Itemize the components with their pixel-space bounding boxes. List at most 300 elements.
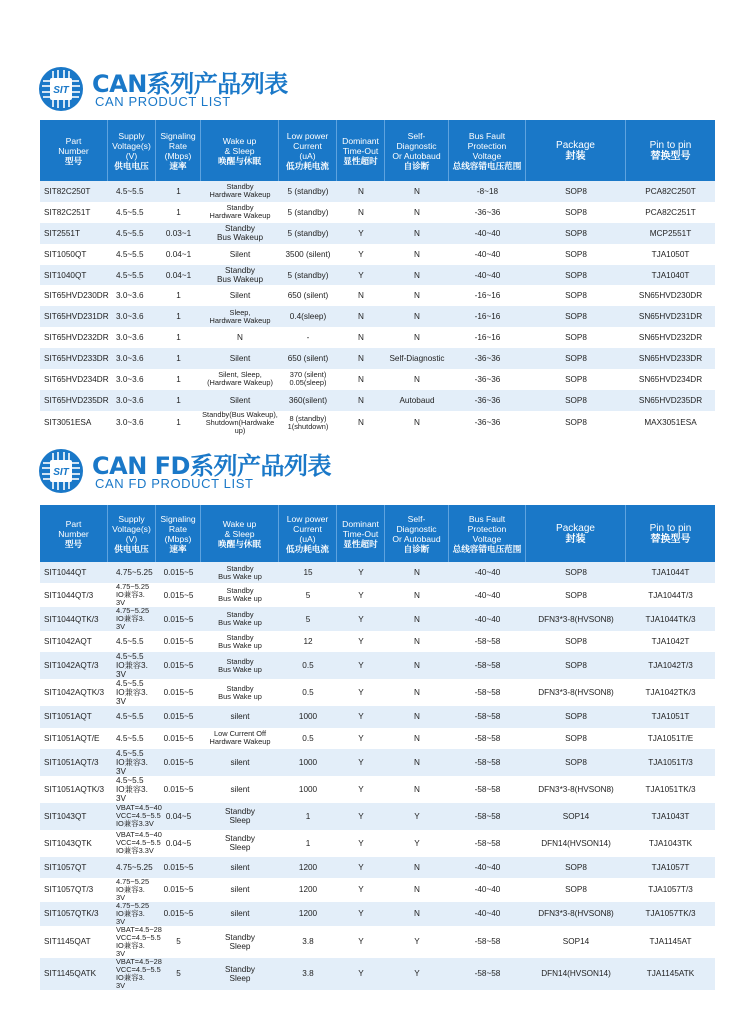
cell-bus-fault-voltage: -36~36 bbox=[449, 348, 526, 369]
cell-low-power-current: 1200 bbox=[279, 857, 337, 878]
column-header-label-zh: 总线容错电压范围 bbox=[452, 160, 522, 171]
cell-pin-to-pin: PCA82C250T bbox=[626, 181, 715, 202]
table-row bbox=[40, 776, 715, 803]
table-row bbox=[40, 348, 715, 369]
cell-signaling-rate: 0.04~1 bbox=[156, 244, 201, 265]
table-row bbox=[40, 562, 715, 583]
table-row bbox=[40, 285, 715, 306]
cell-low-power-current: 0.4(sleep) bbox=[279, 306, 337, 327]
cell-supply-voltage: 4.5~5.5 bbox=[108, 728, 156, 749]
column-header-label: Pin to pin bbox=[649, 139, 692, 151]
cell-self-diagnostic: N bbox=[385, 679, 449, 706]
cell-bus-fault-voltage: -58~58 bbox=[449, 652, 526, 679]
column-header-part-number bbox=[40, 120, 108, 181]
cell-self-diagnostic: N bbox=[385, 706, 449, 727]
cell-package: SOP8 bbox=[526, 728, 626, 749]
cell-signaling-rate: 0.03~1 bbox=[156, 223, 201, 244]
cell-wake-sleep: Standby Sleep bbox=[201, 958, 279, 990]
cell-signaling-rate: 0.015~5 bbox=[156, 857, 201, 878]
cell-supply-voltage: 4.5~5.5 IO兼容3. 3V bbox=[108, 749, 156, 776]
cell-dominant-timeout: N bbox=[337, 411, 385, 435]
cell-pin-to-pin: TJA1057T bbox=[626, 857, 715, 878]
cell-signaling-rate: 0.015~5 bbox=[156, 728, 201, 749]
cell-dominant-timeout: Y bbox=[337, 706, 385, 727]
cell-supply-voltage: 3.0~3.6 bbox=[108, 285, 156, 306]
cell-signaling-rate: 0.015~5 bbox=[156, 679, 201, 706]
cell-part-number: SIT65HVD235DR bbox=[40, 390, 108, 411]
cell-dominant-timeout: Y bbox=[337, 926, 385, 958]
column-header-self-diagnostic bbox=[385, 505, 449, 562]
cell-low-power-current: 5 (standby) bbox=[279, 265, 337, 286]
sit-chip-logo-icon bbox=[38, 448, 84, 494]
column-header-label-zh: 显性超时 bbox=[343, 155, 378, 166]
canfd-product-table bbox=[40, 505, 715, 990]
cell-signaling-rate: 0.015~5 bbox=[156, 902, 201, 926]
cell-pin-to-pin: SN65HVD235DR bbox=[626, 390, 715, 411]
cell-part-number: SIT1042AQT bbox=[40, 631, 108, 652]
table-row bbox=[40, 265, 715, 286]
cell-pin-to-pin: PCA82C251T bbox=[626, 202, 715, 223]
cell-self-diagnostic: N bbox=[385, 728, 449, 749]
cell-wake-sleep: Sleep, Hardware Wakeup bbox=[201, 306, 279, 327]
cell-supply-voltage: 3.0~3.6 bbox=[108, 306, 156, 327]
cell-bus-fault-voltage: -40~40 bbox=[449, 902, 526, 926]
column-header-dominant-timeout bbox=[337, 120, 385, 181]
cell-self-diagnostic: N bbox=[385, 202, 449, 223]
cell-part-number: SIT1044QT/3 bbox=[40, 583, 108, 607]
cell-self-diagnostic: N bbox=[385, 749, 449, 776]
cell-dominant-timeout: N bbox=[337, 327, 385, 348]
cell-wake-sleep: Low Current Off Hardware Wakeup bbox=[201, 728, 279, 749]
cell-bus-fault-voltage: -58~58 bbox=[449, 728, 526, 749]
cell-low-power-current: 3.8 bbox=[279, 958, 337, 990]
cell-wake-sleep: silent bbox=[201, 857, 279, 878]
cell-low-power-current: 12 bbox=[279, 631, 337, 652]
cell-signaling-rate: 1 bbox=[156, 202, 201, 223]
cell-part-number: SIT1051AQT/3 bbox=[40, 749, 108, 776]
cell-bus-fault-voltage: -36~36 bbox=[449, 411, 526, 435]
cell-dominant-timeout: Y bbox=[337, 244, 385, 265]
cell-part-number: SIT65HVD230DR bbox=[40, 285, 108, 306]
cell-supply-voltage: 4.75~5.25 IO兼容3. 3V bbox=[108, 878, 156, 902]
cell-low-power-current: 1 bbox=[279, 803, 337, 830]
cell-part-number: SIT1050QT bbox=[40, 244, 108, 265]
cell-low-power-current: 0.5 bbox=[279, 652, 337, 679]
cell-dominant-timeout: Y bbox=[337, 803, 385, 830]
cell-package: SOP8 bbox=[526, 411, 626, 435]
column-header-label-zh: 总线容错电压范围 bbox=[452, 543, 522, 554]
column-header-wake-sleep bbox=[201, 120, 279, 181]
column-header-label-zh: 低功耗电流 bbox=[286, 160, 329, 171]
cell-low-power-current: 1000 bbox=[279, 706, 337, 727]
cell-self-diagnostic: N bbox=[385, 223, 449, 244]
cell-wake-sleep: silent bbox=[201, 902, 279, 926]
cell-wake-sleep: Standby(Bus Wakeup), Shutdown(Hardwake up) bbox=[202, 409, 278, 435]
cell-self-diagnostic: N bbox=[385, 411, 449, 435]
cell-bus-fault-voltage: -16~16 bbox=[449, 285, 526, 306]
cell-supply-voltage: VBAT=4.5~40 VCC=4.5~5.5 IO兼容3.3V bbox=[108, 830, 156, 857]
column-header-low-power-current bbox=[279, 505, 337, 562]
cell-part-number: SIT1040QT bbox=[40, 265, 108, 286]
cell-self-diagnostic: Y bbox=[385, 958, 449, 990]
cell-signaling-rate: 1 bbox=[156, 348, 201, 369]
column-header-dominant-timeout bbox=[337, 505, 385, 562]
cell-part-number: SIT1043QT bbox=[40, 803, 108, 830]
cell-dominant-timeout: Y bbox=[337, 652, 385, 679]
cell-low-power-current: 360(silent) bbox=[279, 390, 337, 411]
cell-package: SOP8 bbox=[526, 348, 626, 369]
column-header-package bbox=[526, 120, 626, 181]
cell-package: SOP8 bbox=[526, 749, 626, 776]
cell-dominant-timeout: N bbox=[337, 348, 385, 369]
cell-part-number: SIT65HVD233DR bbox=[40, 348, 108, 369]
cell-supply-voltage: 4.5~5.5 bbox=[108, 223, 156, 244]
cell-self-diagnostic: N bbox=[385, 776, 449, 803]
cell-pin-to-pin: SN65HVD234DR bbox=[626, 369, 715, 390]
cell-wake-sleep: Standby Bus Wake up bbox=[201, 562, 279, 583]
cell-self-diagnostic: N bbox=[385, 583, 449, 607]
cell-bus-fault-voltage: -16~16 bbox=[449, 327, 526, 348]
cell-package: DFN14(HVSON14) bbox=[526, 958, 626, 990]
column-header-label-zh: 速率 bbox=[169, 160, 187, 171]
cell-bus-fault-voltage: -58~58 bbox=[449, 958, 526, 990]
cell-self-diagnostic: N bbox=[385, 306, 449, 327]
cell-package: SOP8 bbox=[526, 327, 626, 348]
cell-wake-sleep: Silent bbox=[201, 390, 279, 411]
cell-dominant-timeout: Y bbox=[337, 679, 385, 706]
cell-bus-fault-voltage: -40~40 bbox=[449, 607, 526, 631]
cell-package: SOP8 bbox=[526, 285, 626, 306]
cell-pin-to-pin: TJA1057T/3 bbox=[626, 878, 715, 902]
cell-supply-voltage: VBAT=4.5~40 VCC=4.5~5.5 IO兼容3.3V bbox=[108, 803, 156, 830]
column-header-label-zh: 低功耗电流 bbox=[286, 543, 329, 554]
cell-low-power-current: 1200 bbox=[279, 902, 337, 926]
cell-bus-fault-voltage: -58~58 bbox=[449, 706, 526, 727]
cell-pin-to-pin: TJA1145AT bbox=[626, 926, 715, 958]
cell-low-power-current: 1000 bbox=[279, 776, 337, 803]
cell-bus-fault-voltage: -40~40 bbox=[449, 583, 526, 607]
table-row bbox=[40, 181, 715, 202]
column-header-label: Self- Diagnostic Or Autobaud bbox=[392, 130, 441, 161]
cell-low-power-current: 5 bbox=[279, 607, 337, 631]
cell-pin-to-pin: TJA1040T bbox=[626, 265, 715, 286]
cell-pin-to-pin: TJA1051T/3 bbox=[626, 749, 715, 776]
column-header-label-zh: 速率 bbox=[169, 543, 187, 554]
cell-package: SOP8 bbox=[526, 706, 626, 727]
cell-self-diagnostic: Self-Diagnostic bbox=[385, 348, 449, 369]
cell-package: SOP14 bbox=[526, 926, 626, 958]
cell-signaling-rate: 0.04~1 bbox=[156, 265, 201, 286]
cell-signaling-rate: 0.015~5 bbox=[156, 776, 201, 803]
column-header-label-zh: 供电电压 bbox=[114, 543, 149, 554]
cell-wake-sleep: Standby Bus Wake up bbox=[201, 631, 279, 652]
cell-supply-voltage: 4.75~5.25 IO兼容3. 3V bbox=[108, 583, 156, 607]
cell-part-number: SIT1043QTK bbox=[40, 830, 108, 857]
column-header-self-diagnostic bbox=[385, 120, 449, 181]
cell-low-power-current: 1000 bbox=[279, 749, 337, 776]
cell-low-power-current: 5 (standby) bbox=[279, 202, 337, 223]
cell-supply-voltage: 4.5~5.5 bbox=[108, 202, 156, 223]
column-header-label-zh: 自诊断 bbox=[403, 543, 430, 554]
table-row bbox=[40, 202, 715, 223]
cell-signaling-rate: 0.015~5 bbox=[156, 706, 201, 727]
cell-low-power-current: 650 (silent) bbox=[279, 285, 337, 306]
cell-signaling-rate: 1 bbox=[156, 181, 201, 202]
column-header-label-zh: 替换型号 bbox=[650, 533, 691, 545]
cell-package: SOP8 bbox=[526, 306, 626, 327]
cell-bus-fault-voltage: -58~58 bbox=[449, 631, 526, 652]
cell-package: SOP8 bbox=[526, 181, 626, 202]
column-header-label-zh: 唤醒与休眠 bbox=[218, 155, 261, 166]
cell-bus-fault-voltage: -40~40 bbox=[449, 223, 526, 244]
cell-signaling-rate: 1 bbox=[156, 411, 201, 435]
cell-wake-sleep: Standby Hardware Wakeup bbox=[201, 202, 279, 223]
cell-wake-sleep: silent bbox=[201, 706, 279, 727]
column-header-signaling-rate bbox=[156, 120, 201, 181]
cell-signaling-rate: 0.015~5 bbox=[156, 607, 201, 631]
cell-dominant-timeout: Y bbox=[337, 728, 385, 749]
cell-dominant-timeout: Y bbox=[337, 265, 385, 286]
cell-wake-sleep: silent bbox=[201, 749, 279, 776]
cell-signaling-rate: 0.04~5 bbox=[156, 830, 201, 857]
cell-part-number: SIT1051AQT bbox=[40, 706, 108, 727]
column-header-label: Wake up & Sleep bbox=[222, 518, 257, 539]
cell-package: SOP8 bbox=[526, 369, 626, 390]
cell-wake-sleep: Standby Bus Wake up bbox=[201, 679, 279, 706]
cell-bus-fault-voltage: -40~40 bbox=[449, 244, 526, 265]
cell-bus-fault-voltage: -36~36 bbox=[449, 390, 526, 411]
column-header-label: Pin to pin bbox=[649, 522, 692, 534]
cell-pin-to-pin: TJA1042T bbox=[626, 631, 715, 652]
cell-self-diagnostic: N bbox=[385, 652, 449, 679]
table-row bbox=[40, 411, 715, 435]
cell-self-diagnostic: N bbox=[385, 607, 449, 631]
cell-wake-sleep: Silent bbox=[201, 285, 279, 306]
table-row bbox=[40, 223, 715, 244]
table-row bbox=[40, 878, 715, 902]
cell-package: SOP8 bbox=[526, 583, 626, 607]
column-header-label: Low power Current (uA) bbox=[286, 513, 329, 544]
cell-dominant-timeout: N bbox=[337, 390, 385, 411]
cell-signaling-rate: 1 bbox=[156, 327, 201, 348]
column-header-label: Part Number bbox=[58, 135, 89, 156]
column-header-package bbox=[526, 505, 626, 562]
cell-dominant-timeout: Y bbox=[337, 830, 385, 857]
column-header-pin-to-pin bbox=[626, 120, 715, 181]
cell-pin-to-pin: TJA1043T bbox=[626, 803, 715, 830]
cell-package: SOP8 bbox=[526, 202, 626, 223]
cell-supply-voltage: 3.0~3.6 bbox=[108, 327, 156, 348]
cell-wake-sleep: Standby Bus Wake up bbox=[201, 583, 279, 607]
cell-dominant-timeout: N bbox=[337, 202, 385, 223]
column-header-label-zh: 封装 bbox=[565, 533, 586, 545]
cell-supply-voltage: 3.0~3.6 bbox=[108, 348, 156, 369]
table-row bbox=[40, 857, 715, 878]
column-header-signaling-rate bbox=[156, 505, 201, 562]
column-header-label: Supply Voltage(s) (V) bbox=[112, 130, 151, 161]
cell-supply-voltage: 4.5~5.5 bbox=[108, 181, 156, 202]
table-row bbox=[40, 958, 715, 990]
cell-signaling-rate: 0.015~5 bbox=[156, 562, 201, 583]
cell-bus-fault-voltage: -58~58 bbox=[449, 776, 526, 803]
cell-pin-to-pin: TJA1051T bbox=[626, 706, 715, 727]
cell-wake-sleep: Standby Hardware Wakeup bbox=[201, 181, 279, 202]
cell-part-number: SIT1057QT/3 bbox=[40, 878, 108, 902]
cell-dominant-timeout: Y bbox=[337, 583, 385, 607]
cell-package: DFN3*3-8(HVSON8) bbox=[526, 776, 626, 803]
cell-signaling-rate: 1 bbox=[156, 390, 201, 411]
cell-package: SOP8 bbox=[526, 857, 626, 878]
column-header-low-power-current bbox=[279, 120, 337, 181]
cell-supply-voltage: 4.5~5.5 bbox=[108, 631, 156, 652]
cell-low-power-current: 5 (standby) bbox=[279, 181, 337, 202]
cell-bus-fault-voltage: -40~40 bbox=[449, 878, 526, 902]
cell-low-power-current: 5 bbox=[279, 583, 337, 607]
column-header-label: Low power Current (uA) bbox=[286, 130, 329, 161]
cell-self-diagnostic: N bbox=[385, 369, 449, 390]
column-header-label-zh: 型号 bbox=[64, 155, 83, 166]
canfd-table-header-row bbox=[40, 505, 715, 562]
cell-package: SOP8 bbox=[526, 631, 626, 652]
cell-part-number: SIT1145QAT bbox=[40, 926, 108, 958]
cell-pin-to-pin: TJA1057TK/3 bbox=[626, 902, 715, 926]
cell-supply-voltage: 4.75~5.25 IO兼容3. 3V bbox=[108, 902, 156, 926]
cell-bus-fault-voltage: -40~40 bbox=[449, 265, 526, 286]
can-section-title: CAN系列产品列表 bbox=[92, 70, 288, 98]
table-row bbox=[40, 583, 715, 607]
column-header-label: Package bbox=[556, 522, 595, 534]
table-row bbox=[40, 679, 715, 706]
cell-dominant-timeout: N bbox=[337, 285, 385, 306]
cell-signaling-rate: 0.015~5 bbox=[156, 749, 201, 776]
cell-package: SOP8 bbox=[526, 652, 626, 679]
cell-wake-sleep: Standby Bus Wake up bbox=[201, 607, 279, 631]
table-row bbox=[40, 830, 715, 857]
cell-self-diagnostic: N bbox=[385, 244, 449, 265]
cell-supply-voltage: VBAT=4.5~28 VCC=4.5~5.5 IO兼容3. 3V bbox=[108, 958, 156, 990]
cell-supply-voltage: 3.0~3.6 bbox=[108, 369, 156, 390]
cell-signaling-rate: 1 bbox=[156, 285, 201, 306]
cell-wake-sleep: Standby Sleep bbox=[201, 926, 279, 958]
cell-supply-voltage: 4.5~5.5 IO兼容3. 3V bbox=[108, 776, 156, 803]
table-row bbox=[40, 244, 715, 265]
cell-self-diagnostic: N bbox=[385, 631, 449, 652]
table-row bbox=[40, 607, 715, 631]
cell-signaling-rate: 0.04~5 bbox=[156, 803, 201, 830]
column-header-label: Dominant Time-Out bbox=[342, 135, 379, 156]
sit-chip-logo-icon bbox=[38, 66, 84, 112]
cell-part-number: SIT82C250T bbox=[40, 181, 108, 202]
can-product-table bbox=[40, 120, 715, 435]
table-row bbox=[40, 803, 715, 830]
cell-pin-to-pin: SN65HVD230DR bbox=[626, 285, 715, 306]
cell-bus-fault-voltage: -36~36 bbox=[449, 202, 526, 223]
cell-signaling-rate: 5 bbox=[156, 958, 201, 990]
cell-supply-voltage: 4.75~5.25 bbox=[108, 562, 156, 583]
cell-dominant-timeout: Y bbox=[337, 958, 385, 990]
cell-bus-fault-voltage: -58~58 bbox=[449, 679, 526, 706]
cell-package: SOP8 bbox=[526, 265, 626, 286]
cell-bus-fault-voltage: -40~40 bbox=[449, 857, 526, 878]
cell-package: SOP14 bbox=[526, 803, 626, 830]
table-row bbox=[40, 390, 715, 411]
cell-bus-fault-voltage: -16~16 bbox=[449, 306, 526, 327]
cell-signaling-rate: 0.015~5 bbox=[156, 878, 201, 902]
cell-package: SOP8 bbox=[526, 878, 626, 902]
cell-dominant-timeout: Y bbox=[337, 749, 385, 776]
cell-bus-fault-voltage: -58~58 bbox=[449, 749, 526, 776]
cell-wake-sleep: silent bbox=[201, 776, 279, 803]
cell-pin-to-pin: SN65HVD233DR bbox=[626, 348, 715, 369]
cell-low-power-current: 5 (standby) bbox=[279, 223, 337, 244]
cell-signaling-rate: 5 bbox=[156, 926, 201, 958]
cell-supply-voltage: 4.5~5.5 IO兼容3. 3V bbox=[108, 652, 156, 679]
table-row bbox=[40, 706, 715, 727]
can-table-header-row bbox=[40, 120, 715, 181]
cell-part-number: SIT1051AQT/E bbox=[40, 728, 108, 749]
table-row bbox=[40, 728, 715, 749]
cell-bus-fault-voltage: -8~18 bbox=[449, 181, 526, 202]
cell-bus-fault-voltage: -58~58 bbox=[449, 803, 526, 830]
cell-package: DFN3*3-8(HVSON8) bbox=[526, 607, 626, 631]
cell-low-power-current: 15 bbox=[279, 562, 337, 583]
column-header-label: Part Number bbox=[58, 518, 89, 539]
cell-part-number: SIT2551T bbox=[40, 223, 108, 244]
cell-supply-voltage: 4.5~5.5 bbox=[108, 706, 156, 727]
column-header-label-zh: 显性超时 bbox=[343, 538, 378, 549]
cell-pin-to-pin: SN65HVD232DR bbox=[626, 327, 715, 348]
cell-part-number: SIT1057QT bbox=[40, 857, 108, 878]
cell-part-number: SIT1057QTK/3 bbox=[40, 902, 108, 926]
cell-low-power-current: 0.5 bbox=[279, 679, 337, 706]
column-header-supply-voltage bbox=[108, 120, 156, 181]
table-row bbox=[40, 652, 715, 679]
cell-part-number: SIT82C251T bbox=[40, 202, 108, 223]
cell-dominant-timeout: Y bbox=[337, 631, 385, 652]
cell-self-diagnostic: N bbox=[385, 327, 449, 348]
column-header-label-zh: 替换型号 bbox=[650, 150, 691, 162]
cell-supply-voltage: 4.5~5.5 bbox=[108, 244, 156, 265]
cell-pin-to-pin: MCP2551T bbox=[626, 223, 715, 244]
cell-signaling-rate: 1 bbox=[156, 369, 201, 390]
cell-low-power-current: 1 bbox=[279, 830, 337, 857]
cell-part-number: SIT65HVD232DR bbox=[40, 327, 108, 348]
can-section-subtitle: CAN PRODUCT LIST bbox=[95, 94, 231, 109]
column-header-label: Package bbox=[556, 139, 595, 151]
cell-part-number: SIT65HVD231DR bbox=[40, 306, 108, 327]
cell-self-diagnostic: N bbox=[385, 878, 449, 902]
cell-supply-voltage: 4.75~5.25 bbox=[108, 857, 156, 878]
cell-dominant-timeout: Y bbox=[337, 776, 385, 803]
column-header-pin-to-pin bbox=[626, 505, 715, 562]
cell-low-power-current: 8 (standby) 1(shutdown) bbox=[279, 411, 337, 435]
cell-bus-fault-voltage: -58~58 bbox=[449, 830, 526, 857]
cell-dominant-timeout: Y bbox=[337, 223, 385, 244]
cell-package: SOP8 bbox=[526, 562, 626, 583]
cell-self-diagnostic: Autobaud bbox=[385, 390, 449, 411]
cell-wake-sleep: Silent bbox=[201, 244, 279, 265]
column-header-label-zh: 封装 bbox=[565, 150, 586, 162]
cell-pin-to-pin: TJA1044T bbox=[626, 562, 715, 583]
cell-low-power-current: 650 (silent) bbox=[279, 348, 337, 369]
cell-low-power-current: 3.8 bbox=[279, 926, 337, 958]
column-header-label: Dominant Time-Out bbox=[342, 518, 379, 539]
cell-dominant-timeout: N bbox=[337, 369, 385, 390]
column-header-label: Bus Fault Protection Voltage bbox=[467, 513, 507, 544]
table-row bbox=[40, 926, 715, 958]
cell-wake-sleep: Silent, Sleep, (Hardware Wakeup) bbox=[201, 369, 279, 390]
cell-pin-to-pin: TJA1042TK/3 bbox=[626, 679, 715, 706]
